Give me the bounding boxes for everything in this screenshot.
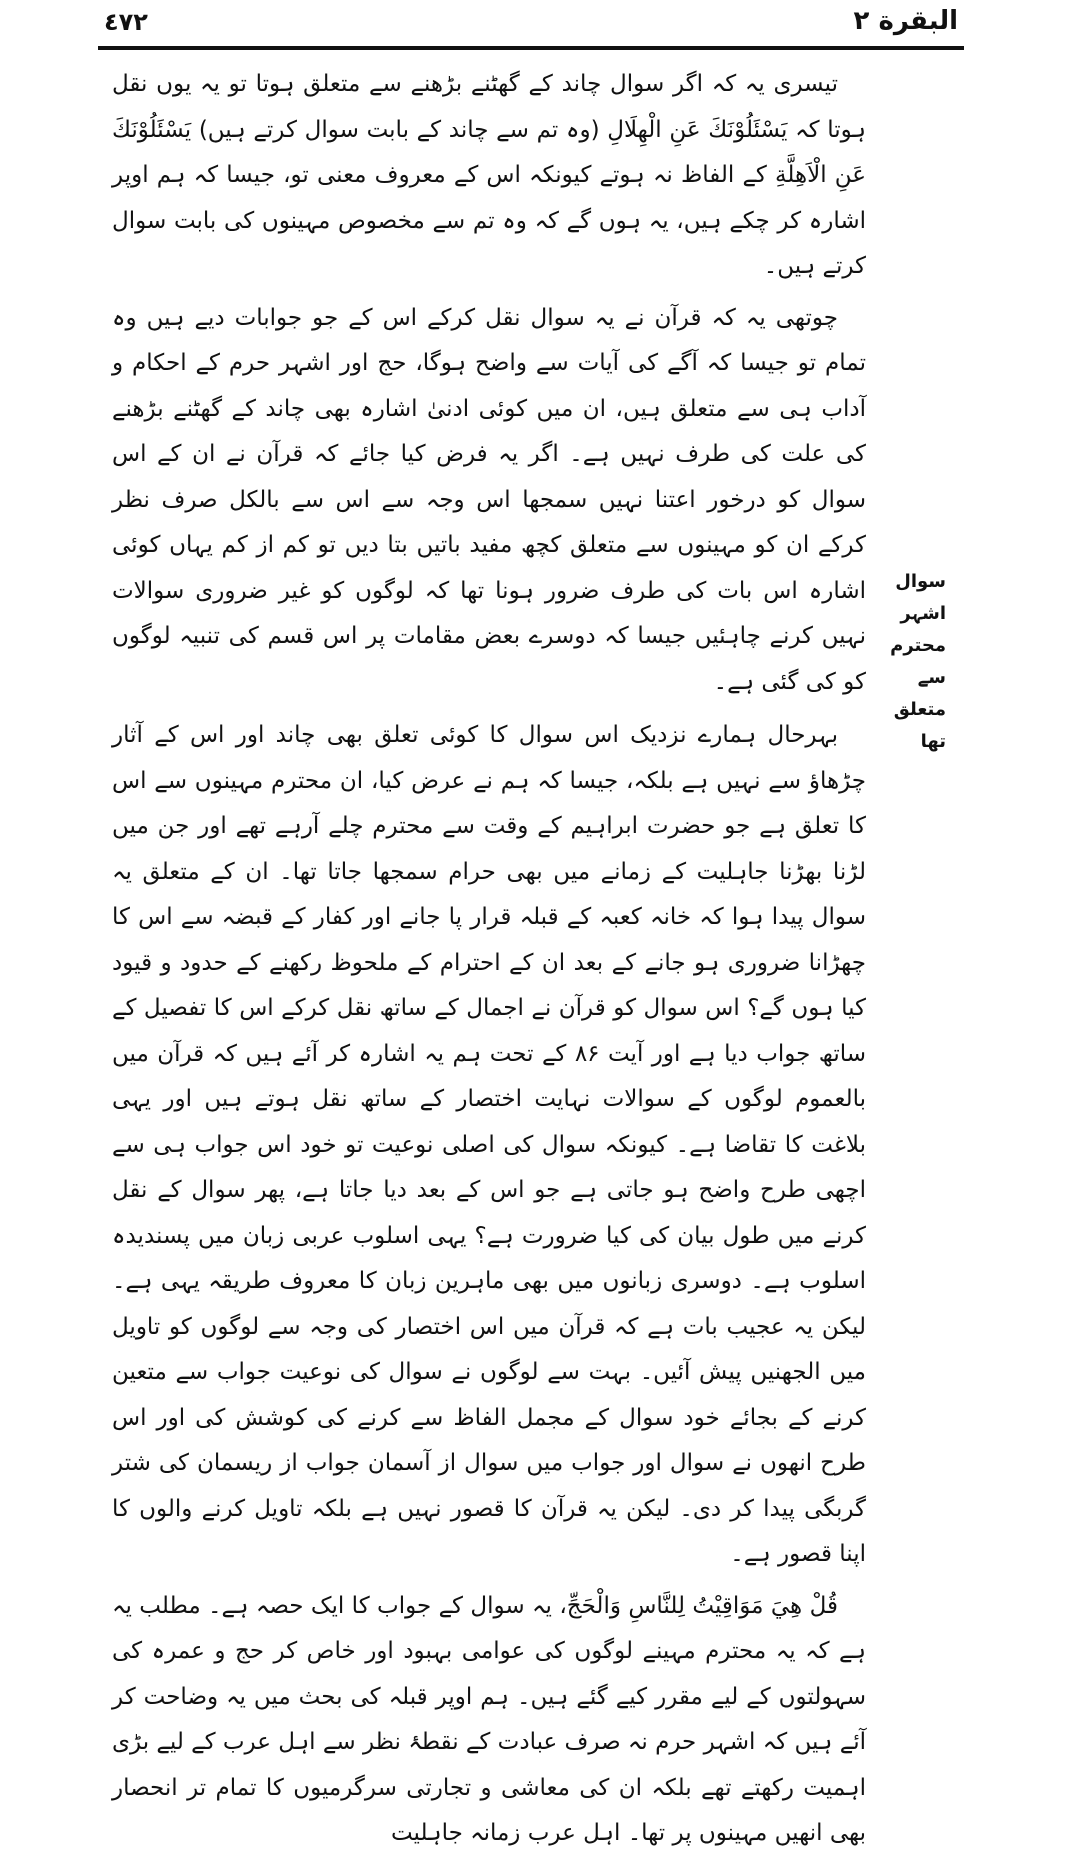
marginal-note-line: محترم سے xyxy=(890,635,946,688)
page-header xyxy=(98,6,964,50)
paragraph: چوتھی یہ کہ قرآن نے یہ سوال نقل کرکے اس کے جو جوابات دیے ہیں وہ تمام تو جیسا کہ آگے کی آیات سے واضح ہوگا، حج اور اشہر حرم کے احکام و آداب ہی سے متعلق ہیں، ان میں کوئی ادنیٰ اشارہ بھی چاند کے گھٹنے بڑھنے کی علت کی طرف نہیں ہے۔ اگر یہ فرض کیا جائے کہ قرآن نے ان کے اس سوال کو درخور اعتنا نہیں سمجھا اس وجہ سے اس سے بالکل صرف نظر کرکے ان کو مہینوں سے متعلق کچھ مفید باتیں بتا دیں تو کم از کم یہاں کوئی اشارہ اس بات کی طرف ضرور ہونا تھا کہ لوگوں کو غیر ضروری سوالات نہیں کرنے چاہئیں جیسا کہ دوسرے بعض مقامات پر اس قسم کی تنبیہ لوگوں کو کی گئی ہے۔ xyxy=(112,304,866,695)
marginal-note-line: متعلق تھا xyxy=(893,699,946,752)
page-number: ٤٧٢ xyxy=(104,8,148,36)
paragraph: قُلْ هِيَ مَوَاقِيْتُ لِلنَّاسِ وَالْحَجِّ، یہ سوال کے جواب کا ایک حصہ ہے۔ مطلب یہ ہے کہ یہ محترم مہینے لوگوں کی عوامی بہبود اور خاص کر حج و عمرہ کی سہولتوں کے لیے مقرر کیے گئے ہیں۔ ہم اوپر قبلہ کی بحث میں یہ وضاحت کر آئے ہیں کہ اشہر حرم نہ صرف عبادت کے نقطۂ نظر سے اہل عرب کے لیے بڑی اہمیت رکھتے تھے بلکہ ان کی معاشی و تجارتی سرگرمیوں کا تمام تر انحصار بھی انھیں مہینوں پر تھا۔ اہل عرب زمانہ جاہلیت xyxy=(112,1592,866,1846)
surah-title: البقرة ٢ xyxy=(853,6,958,36)
paragraph: تیسری یہ کہ اگر سوال چاند کے گھٹنے بڑھنے سے متعلق ہوتا تو یہ یوں نقل ہوتا کہ یَسْئَلُوْنَكَ عَنِ الْهِلَالِ (وہ تم سے چاند کے بابت سوال کرتے ہیں) یَسْئَلُوْنَكَ عَنِ الْاَهِلَّةِ کے الفاظ نہ ہوتے کیونکہ اس کے معروف معنی تو، جیسا کہ ہم اوپر اشارہ کر چکے ہیں، یہ ہوں گے کہ وہ تم سے مخصوص مہینوں کی بابت سوال کرتے ہیں۔ xyxy=(112,71,866,279)
paragraph: بہرحال ہمارے نزدیک اس سوال کا کوئی تعلق بھی چاند اور اس کے آثار چڑھاؤ سے نہیں ہے بلکہ، جیسا کہ ہم نے عرض کیا، ان محترم مہینوں سے اس کا تعلق ہے جو حضرت ابراہیم کے وقت سے محترم چلے آرہے تھے اور جن میں لڑنا بھڑنا جاہلیت کے زمانے میں بھی حرام سمجھا جاتا تھا۔ ان کے متعلق یہ سوال پیدا ہوا کہ خانہ کعبہ کے قبلہ قرار پا جانے اور کفار کے قبضہ سے اس کا چھڑانا ضروری ہو جانے کے بعد ان کے احترام کے ملحوظ رکھنے کے حدود و قیود کیا ہوں گے؟ اس سوال کو قرآن نے اجمال کے ساتھ نقل کرکے اس کا تفصیل کے ساتھ جواب دیا ہے اور آیت ۸۶ کے تحت ہم یہ اشارہ کر آئے ہیں کہ قرآن میں بالعموم لوگوں کے سوالات نہایت اختصار کے ساتھ نقل ہوتے ہیں اور یہی بلاغت کا تقاضا ہے۔ کیونکہ سوال کی اصلی نوعیت تو خود اس جواب ہی سے اچھی طرح واضح ہو جاتی ہے جو اس کے بعد دیا جاتا ہے، پھر سوال کے نقل کرنے میں طول بیان کی کیا ضرورت ہے؟ یہی اسلوب عربی زبان میں پسندیدہ اسلوب ہے۔ دوسری زبانوں میں بھی ماہرین زبان کا معروف طریقہ یہی ہے۔ لیکن یہ عجیب بات ہے کہ قرآن میں اس اختصار کی وجہ سے لوگوں کو تاویل میں الجھنیں پیش آئیں۔ بہت سے لوگوں نے سوال کی نوعیت جواب سے متعین کرنے کے بجائے خود سوال کے مجمل الفاظ سے کرنے کی کوشش کی اور اس طرح انھوں نے سوال اور جواب میں سوال از آسمان جواب از ریسمان کی شتر گربگی پیدا کر دی۔ لیکن یہ قرآن کا قصور نہیں ہے بلکہ تاویل کرنے والوں کا اپنا قصور ہے۔ xyxy=(112,722,866,1567)
marginal-note-line: سوال اشہر xyxy=(895,571,946,624)
commentary-text xyxy=(112,62,866,1857)
marginal-note xyxy=(872,566,946,758)
